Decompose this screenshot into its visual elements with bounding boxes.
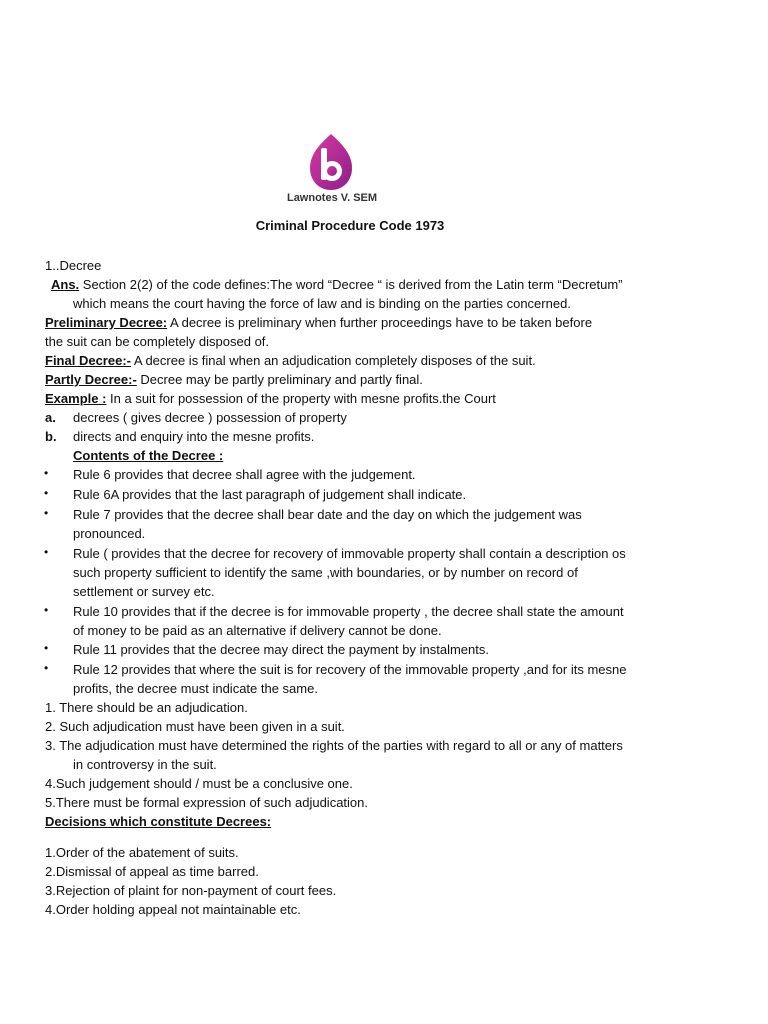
answer-line-2: which means the court having the force of law and is binding on the parties concerned. xyxy=(73,296,571,311)
rule-5: Rule 10 provides that if the decree is for immovable property , the decree shall state the amount xyxy=(73,604,624,619)
rule-3: Rule 7 provides that the decree shall bear date and the day on which the judgement was xyxy=(73,507,582,522)
preliminary-text-2: the suit can be completely disposed of. xyxy=(45,334,270,349)
rule-6: Rule 11 provides that the decree may direct the payment by instalments. xyxy=(73,642,489,657)
question-heading-text: 1..Decree xyxy=(45,258,102,273)
bullet-icon: • xyxy=(44,466,49,480)
preliminary-text-1: A decree is preliminary when further proceedings have to be taken before xyxy=(167,315,593,330)
example-line xyxy=(45,389,496,408)
essential-1: 1. There should be an adjudication. xyxy=(45,700,248,715)
essential-5: 5.There must be formal expression of such adjudication. xyxy=(45,795,369,810)
final-text: A decree is final when an adjudication completely disposes of the suit. xyxy=(130,353,536,368)
bullet-icon: • xyxy=(44,486,49,500)
essential-3: 3. The adjudication must have determined the rights of the parties with regard to all or any of matters xyxy=(45,738,623,753)
final-label: Final Decree:- xyxy=(45,353,131,368)
rule-4: Rule ( provides that the decree for recovery of immovable property shall contain a description os xyxy=(73,546,626,561)
decision-1: 1.Order of the abatement of suits. xyxy=(45,845,239,860)
decisions-heading: Decisions which constitute Decrees: xyxy=(45,814,272,829)
answer-text-1: Section 2(2) of the code defines:The word “Decree “ is derived from the Latin term “Decretum” xyxy=(79,277,623,292)
rule-4-cont-1: such property sufficient to identify the same ,with boundaries, or by number on record of xyxy=(73,565,578,580)
decision-4: 4.Order holding appeal not maintainable etc. xyxy=(45,902,301,917)
essential-2: 2. Such adjudication must have been given in a suit. xyxy=(45,719,345,734)
document-title xyxy=(0,218,700,233)
example-item-a-marker: a. xyxy=(45,410,56,425)
rule-2: Rule 6A provides that the last paragraph of judgement shall indicate. xyxy=(73,487,467,502)
answer-label: Ans. xyxy=(51,277,80,292)
decision-3: 3.Rejection of plaint for non-payment of court fees. xyxy=(45,883,337,898)
preliminary-label: Preliminary Decree: xyxy=(45,315,168,330)
bullet-icon: • xyxy=(44,603,49,617)
rule-5-cont: of money to be paid as an alternative if delivery cannot be done. xyxy=(73,623,442,638)
document-title-text: Criminal Procedure Code 1973 xyxy=(255,218,445,233)
essential-4: 4.Such judgement should / must be a conclusive one. xyxy=(45,776,353,791)
partly-text: Decree may be partly preliminary and partly final. xyxy=(136,372,423,387)
example-label: Example : xyxy=(45,391,107,406)
rule-4-cont-2: settlement or survey etc. xyxy=(73,584,215,599)
example-item-b-marker: b. xyxy=(45,429,57,444)
decision-2: 2.Dismissal of appeal as time barred. xyxy=(45,864,259,879)
bullet-icon: • xyxy=(44,641,49,655)
preliminary-decree xyxy=(45,313,592,332)
example-item-a: decrees ( gives decree ) possession of property xyxy=(73,410,347,425)
contents-heading: Contents of the Decree : xyxy=(73,448,224,463)
question-heading xyxy=(45,256,101,275)
partly-decree xyxy=(45,370,423,389)
example-item-b: directs and enquiry into the mesne profits. xyxy=(73,429,315,444)
rule-7: Rule 12 provides that where the suit is for recovery of the immovable property ,and for its mesne xyxy=(73,662,627,677)
answer-line-1 xyxy=(51,275,623,294)
rule-3-cont: pronounced. xyxy=(73,526,146,541)
rule-7-cont: profits, the decree must indicate the same. xyxy=(73,681,318,696)
bullet-icon: • xyxy=(44,545,49,559)
final-decree xyxy=(45,351,536,370)
essential-3-cont: in controversy in the suit. xyxy=(73,757,217,772)
partly-label: Partly Decree:- xyxy=(45,372,137,387)
example-text: In a suit for possession of the property with mesne profits.the Court xyxy=(106,391,496,406)
bullet-icon: • xyxy=(44,506,49,520)
rule-1: Rule 6 provides that decree shall agree with the judgement. xyxy=(73,467,416,482)
brand-name: Lawnotes V. SEM xyxy=(286,192,378,204)
svg-text:.: . xyxy=(276,158,278,164)
bullet-icon: • xyxy=(44,661,49,675)
